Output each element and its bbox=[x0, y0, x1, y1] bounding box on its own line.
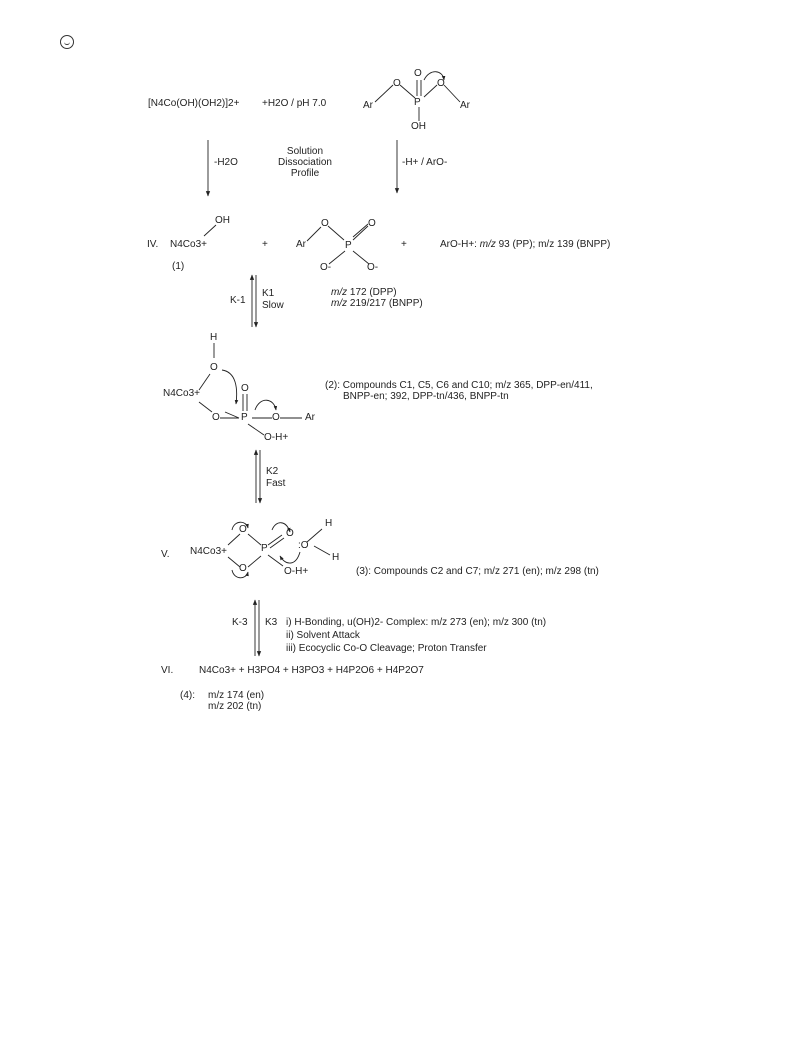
step-solution-2: Dissociation bbox=[278, 157, 332, 168]
stage-v-o-dbl: O bbox=[286, 528, 294, 539]
bond-p-odbl2 bbox=[243, 394, 247, 411]
bond-v-o-h2 bbox=[314, 546, 330, 555]
stage-iv-oh: OH bbox=[215, 215, 230, 226]
int2-compounds-2: BNPP-en; 392, DPP-tn/436, BNPP-tn bbox=[343, 391, 509, 402]
bond-p-o-double bbox=[417, 80, 421, 96]
stage-iv-o-b: O bbox=[368, 218, 376, 229]
bond-iv-p-odbl bbox=[353, 224, 368, 237]
eq1-k1: K1 bbox=[262, 288, 275, 299]
eq3-i: i) H-Bonding, u(OH)2- Complex: m/z 273 (en); m/z 300 (tn) bbox=[286, 617, 547, 628]
reactant-ar-left: Ar bbox=[363, 100, 373, 111]
stage-v-o-water: :O bbox=[298, 540, 309, 551]
stage-v-o-top: O bbox=[239, 524, 247, 535]
eq2-k2: K2 bbox=[266, 466, 279, 477]
int2-o: O bbox=[210, 362, 218, 373]
reactant-conditions: +H2O / pH 7.0 bbox=[262, 98, 327, 109]
bond-p-oh2 bbox=[248, 424, 264, 435]
reactant-o-top: O bbox=[414, 68, 422, 79]
reactant-o1: O bbox=[393, 78, 401, 89]
stage-iv-plus1: + bbox=[262, 239, 268, 250]
int2-oh: O-H+ bbox=[264, 432, 289, 443]
curly-arrow-2b bbox=[255, 400, 276, 410]
stage-vi-mz-tn: m/z 202 (tn) bbox=[208, 701, 262, 712]
eq1-dpp: m/z 172 (DPP) bbox=[331, 287, 397, 298]
stage-vi-mz-en: m/z 174 (en) bbox=[208, 690, 265, 701]
int2-p: P bbox=[241, 412, 248, 423]
stage-v-h1: H bbox=[325, 518, 333, 529]
stage-iv-o-c: O- bbox=[320, 262, 332, 273]
curly-arrow-2a bbox=[222, 370, 237, 404]
stage-iv-p: P bbox=[345, 240, 352, 251]
int2-o-right: O bbox=[272, 412, 280, 423]
bond-o-co bbox=[199, 374, 210, 390]
int2-compounds-1: (2): Compounds C1, C5, C6 and C10; m/z 365, DPP-en/411, bbox=[325, 380, 593, 391]
eq1-slow: Slow bbox=[262, 300, 284, 311]
stage-vi-label: VI. bbox=[161, 665, 174, 676]
int2-ar: Ar bbox=[305, 412, 315, 423]
bond-top-o-left bbox=[225, 412, 239, 418]
eq2-fast: Fast bbox=[266, 478, 286, 489]
stage-v-o-bottom: O bbox=[239, 563, 247, 574]
step-minus-h-aro: -H+ / ArO- bbox=[402, 157, 448, 168]
curly-v-4 bbox=[280, 552, 300, 563]
stage-v-compounds: (3): Compounds C2 and C7; m/z 271 (en); m/z 298 (tn) bbox=[356, 566, 599, 577]
stage-iv-o-a: O bbox=[321, 218, 329, 229]
int2-o-top: O bbox=[241, 383, 249, 394]
stage-iv-cobalt: N4Co3+ bbox=[170, 239, 207, 250]
stage-v-label: V. bbox=[161, 549, 170, 560]
stage-v-p: P bbox=[261, 543, 268, 554]
stage-iv-plus2: + bbox=[401, 239, 407, 250]
bond-v-otop-p bbox=[248, 534, 261, 545]
stage-iv-o-d: O- bbox=[367, 262, 379, 273]
reactant-ar-right: Ar bbox=[460, 100, 470, 111]
reactant-p: P bbox=[414, 97, 421, 108]
stage-v-h2: H bbox=[332, 552, 340, 563]
bond-iv-o-p bbox=[328, 226, 344, 240]
stage-iv-note: (1) bbox=[172, 261, 185, 272]
bond-iv-p-o-left bbox=[329, 251, 345, 264]
stage-iv-aroh: ArO-H+: m/z 93 (PP); m/z 139 (BNPP) bbox=[440, 239, 611, 250]
step-solution-1: Solution bbox=[286, 146, 324, 157]
bond-o-ar-right bbox=[444, 85, 460, 102]
bond-v-obot-p bbox=[248, 556, 261, 567]
stage-vi-products: N4Co3+ + H3PO4 + H3PO3 + H4P2O6 + H4P2O7 bbox=[199, 665, 424, 676]
reactant-cobalt: [N4Co(OH)(OH2)]2+ bbox=[148, 98, 240, 109]
stage-v-oh: O-H+ bbox=[284, 566, 309, 577]
eq1-bnpp: m/z 219/217 (BNPP) bbox=[331, 298, 423, 309]
int2-h: H bbox=[210, 332, 218, 343]
bond-p-o-right bbox=[424, 85, 437, 97]
bond-v-o-h1 bbox=[307, 529, 322, 542]
eq3-km3: K-3 bbox=[232, 617, 248, 628]
stage-iv-label: IV. bbox=[147, 239, 159, 250]
eq3-iii: iii) Ecocyclic Co-O Cleavage; Proton Transfer bbox=[286, 643, 487, 654]
int2-cobalt: N4Co3+ bbox=[163, 388, 200, 399]
stage-v-cobalt: N4Co3+ bbox=[190, 546, 227, 557]
bond-v-p-odbl bbox=[268, 535, 284, 548]
reactant-o2: O bbox=[437, 78, 445, 89]
eq3-ii: ii) Solvent Attack bbox=[286, 630, 360, 641]
bond-iv-p-o bbox=[353, 226, 368, 240]
bond-o-p-left bbox=[400, 85, 415, 98]
bond-ar-o-left bbox=[375, 85, 393, 102]
stage-iv-ar: Ar bbox=[296, 239, 306, 250]
step-minus-water: -H2O bbox=[214, 157, 238, 168]
reactant-oh: OH bbox=[411, 121, 426, 132]
bond-iv-ar-o bbox=[307, 227, 321, 241]
bond-co-o bbox=[199, 402, 212, 412]
eq1-km1: K-1 bbox=[230, 295, 246, 306]
stage-vi-note: (4): bbox=[180, 690, 195, 701]
int2-o-left: O bbox=[212, 412, 220, 423]
step-solution-3: Profile bbox=[290, 168, 320, 179]
eq3-k3: K3 bbox=[265, 617, 278, 628]
